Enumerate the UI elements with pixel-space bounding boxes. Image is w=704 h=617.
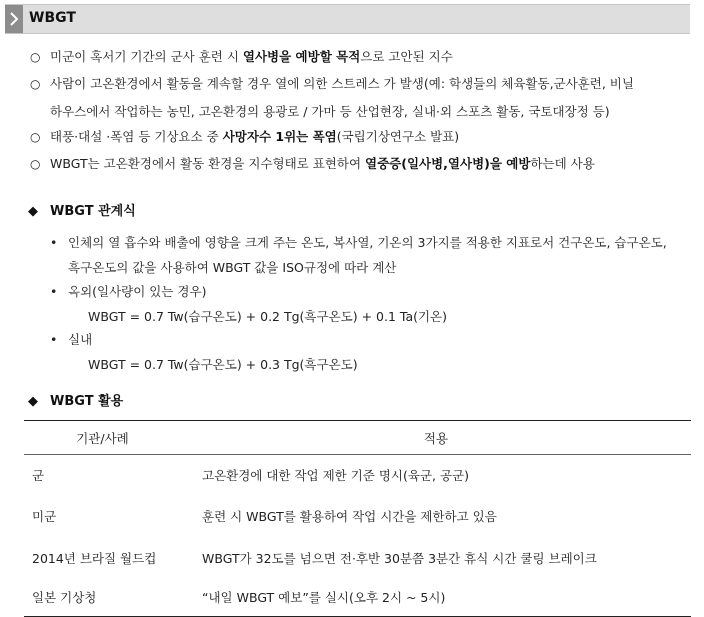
dot-bullet-icon: • xyxy=(50,235,58,250)
column-header: 적용 xyxy=(181,421,691,455)
formula-indoor: WBGT = 0.7 Tw(습구온도) + 0.3 Tg(흑구온도) xyxy=(88,357,358,372)
table-row xyxy=(24,455,691,495)
table-cell: 2014년 브라질 월드컵 xyxy=(32,550,157,566)
formula-outdoor: WBGT = 0.7 Tw(습구온도) + 0.2 Tg(흑구온도) + 0.1 Ta(기온) xyxy=(88,309,448,324)
table-cell: WBGT가 32도를 넘으면 전·후반 30분쯤 3분간 휴식 시간 쿨링 브레이크 xyxy=(202,550,597,566)
usage-table xyxy=(24,420,691,617)
usage-heading: ◆ WBGT 활용 xyxy=(28,394,124,409)
circle-bullet-icon: ○ xyxy=(30,50,41,64)
circle-bullet-icon: ○ xyxy=(30,130,41,144)
column-header: 기관/사례 xyxy=(24,421,181,455)
table-cell: 미군 xyxy=(32,508,57,524)
diamond-bullet-icon: ◆ xyxy=(28,394,38,409)
relation-heading: ◆ WBGT 관계식 xyxy=(28,204,136,219)
section-header xyxy=(5,4,690,34)
chevron-right-icon xyxy=(5,5,23,33)
table-cell: 고온환경에 대한 작업 제한 기준 명시(육군, 공군) xyxy=(202,467,469,483)
circle-bullet-icon: ○ xyxy=(30,77,41,91)
table-header-row xyxy=(24,421,691,455)
dot-bullet-icon: • xyxy=(50,284,58,299)
table-row xyxy=(24,537,691,579)
dot-bullet-icon: • xyxy=(50,332,58,347)
table-cell: 훈련 시 WBGT를 활용하여 작업 시간을 제한하고 있음 xyxy=(202,508,497,524)
table-row xyxy=(24,495,691,537)
table-row xyxy=(24,579,691,617)
table-cell: “내일 WBGT 예보”를 실시(오후 2시 ~ 5시) xyxy=(181,579,691,617)
table-cell: 군 xyxy=(32,467,45,483)
circle-bullet-icon: ○ xyxy=(30,157,41,171)
diamond-bullet-icon: ◆ xyxy=(28,204,38,219)
section-title: WBGT xyxy=(29,10,76,26)
table-cell: 일본 기상청 xyxy=(24,579,181,617)
